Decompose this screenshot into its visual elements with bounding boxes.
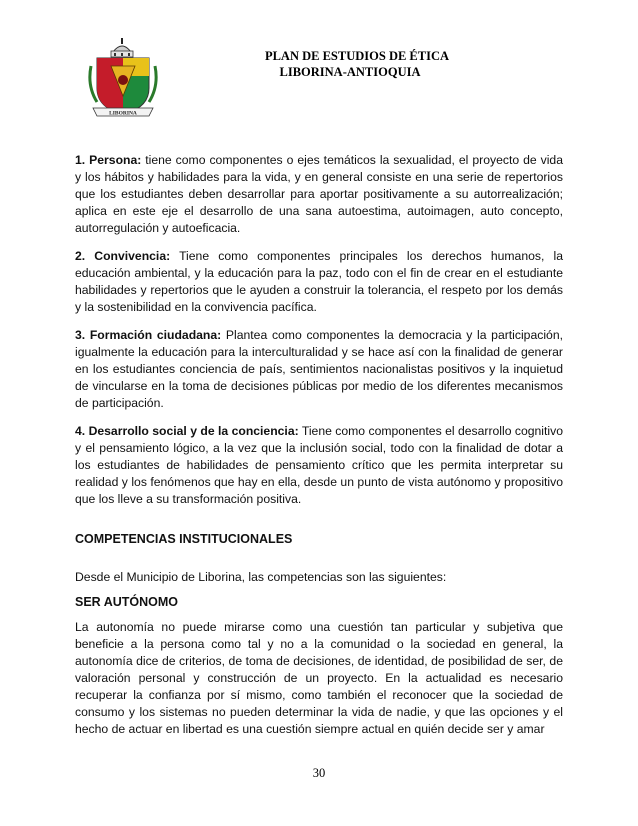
component-paragraph-desarrollo (75, 423, 563, 508)
component-text: Plantea como componentes la democracia y la participación, igualmente la educación para la interculturalidad y se hace así con la finalidad de generar en los estudiantes conciencia de país, sentimientos nacionalistas positivos y la inquietud de vincularse en la toma de decisiones públicas por medio de los diferentes mecanismos de participación. (75, 328, 563, 410)
document-header (200, 48, 500, 80)
header-subtitle: LIBORINA-ANTIOQUIA (279, 65, 421, 79)
component-paragraph-convivencia (75, 248, 563, 316)
logo-ribbon-text: LIBORINA (109, 110, 137, 117)
section-heading: COMPETENCIAS INSTITUCIONALES (75, 532, 293, 546)
component-text: Tiene como componentes el desarrollo cognitivo y el pensamiento lógico, a la vez que la inclusión social, todo con la finalidad de dotar a los estudiantes de habilidades de pensamiento crítico que les permita interpretar su realidad y los fenómenos que hay en ella, desde un punto de vista autónomo y propositivo que los lleve a su transformación positiva. (75, 424, 563, 506)
component-title: 1. Persona: (75, 153, 142, 167)
component-text: Tiene como componentes principales los derechos humanos, la educación ambiental, y la educación para la paz, todo con el fin de crear en el estudiante habilidades y repertorios que le ayuden a construir la tolerancia, el respeto por los demás y la sostenibilidad en la convivencia pacífica. (75, 249, 563, 314)
page-number: 30 (312, 766, 326, 780)
autonomy-paragraph: La autonomía no puede mirarse como una cuestión tan particular y subjetiva que beneficie a la persona como tal y no a la comunidad o la sociedad en general, la autonomía dice de criterios, de toma de decisiones, de identidad, de posibilidad de ser, de valoración personal y construcción de un proyecto. En la actualidad es necesario recuperar la confianza por sí mismo, como también el reconocer que la sociedad de consumo y los sistemas no pueden determinar la vida de nadie, y que las opciones y el hecho de actuar en libertad es una cuestión siempre actual en quién decide ser y amar (75, 620, 563, 736)
component-title: 3. Formación ciudadana: (75, 328, 222, 342)
component-paragraph-formacion (75, 327, 563, 412)
intro-text: Desde el Municipio de Liborina, las competencias son las siguientes: (75, 570, 447, 584)
document-body (75, 152, 563, 749)
component-title: 2. Convivencia: (75, 249, 171, 263)
subheading-ser-autonomo: SER AUTÓNOMO (75, 595, 179, 609)
component-paragraph-persona (75, 152, 563, 237)
header-title: PLAN DE ESTUDIOS DE ÉTICA (264, 49, 450, 63)
component-title: 4. Desarrollo social y de la conciencia: (75, 424, 299, 438)
component-text: tiene como componentes o ejes temáticos la sexualidad, el proyecto de vida y los hábitos y habilidades para la vida, y en general consiste en una serie de repertorios que los estudiantes deben desarrollar para aportar positivamente a su autorrealización; aplica en este eje el desarrollo de una sana autoestima, autoimagen, auto concepto, autorregulación y autoeficacia. (75, 153, 563, 235)
liborina-coat-of-arms-logo (87, 36, 159, 122)
